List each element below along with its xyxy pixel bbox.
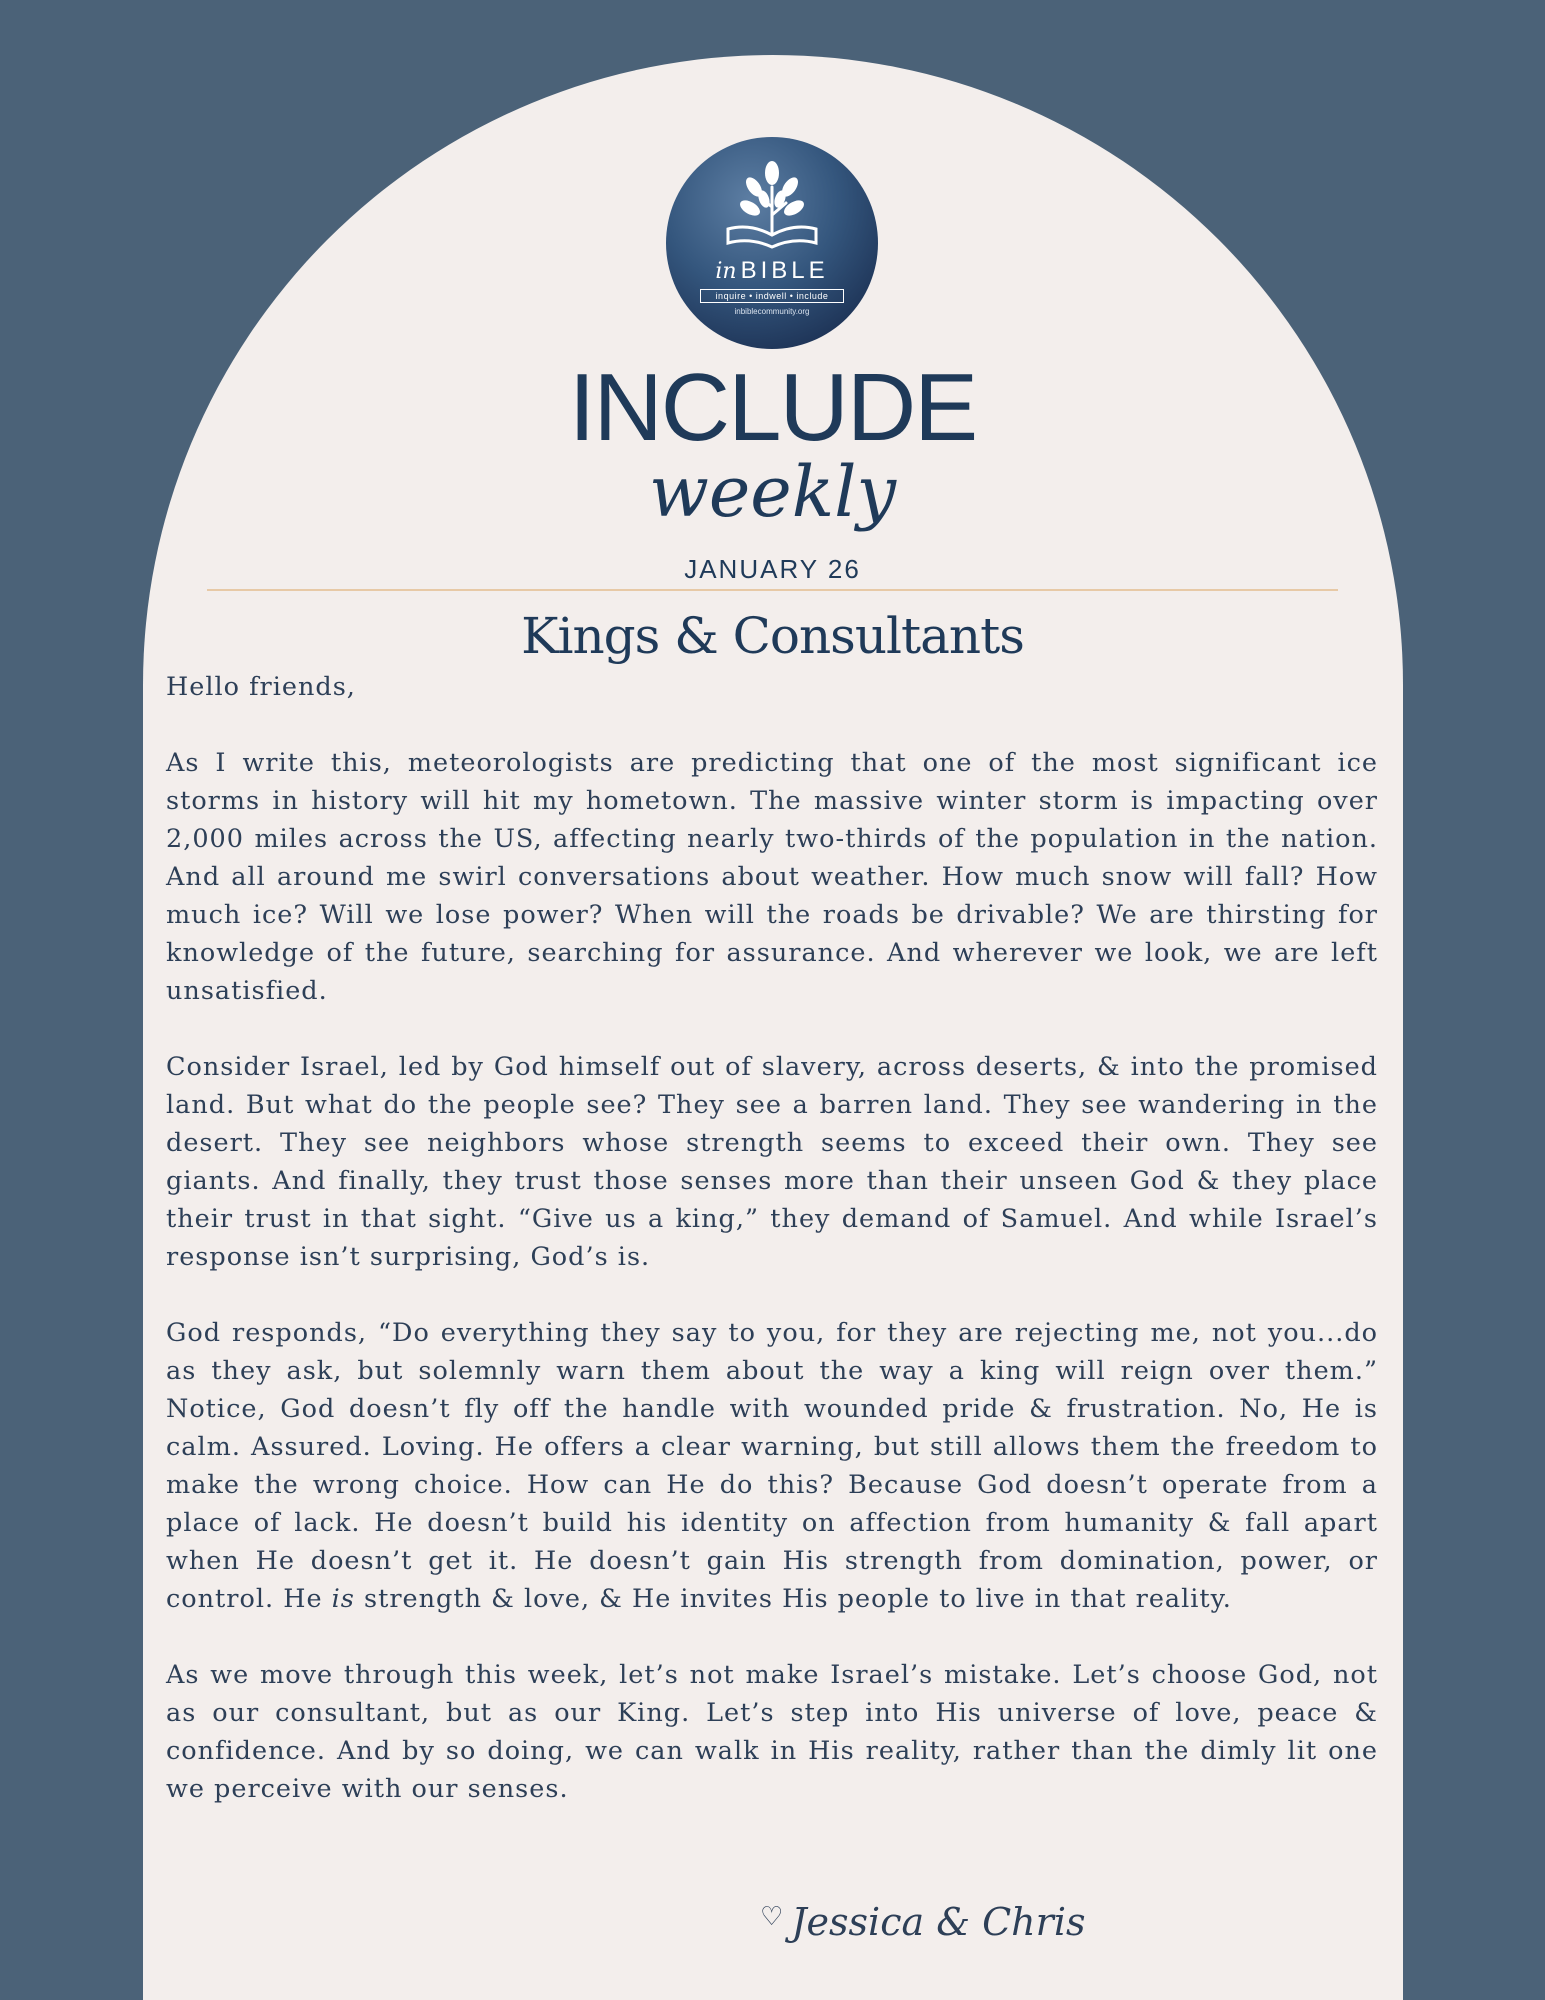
newsletter-subtitle: weekly bbox=[648, 451, 897, 533]
inbible-logo bbox=[666, 137, 878, 349]
tree-book-icon bbox=[666, 137, 878, 349]
logo-tagline: inquire • indwell • include bbox=[700, 289, 844, 303]
signature-text: Jessica & Chris bbox=[791, 1900, 1086, 1944]
logo-wordmark: in BIBLE bbox=[715, 257, 829, 284]
emphasis: is bbox=[331, 1584, 355, 1614]
paragraph-4: As we move through this week, let’s not make Israel’s mistake. Let’s choose God, not as our consultant, but as our King. Let’s step into His universe of love, peace & confidence. And by so doing, we can walk in His reality, rather than the dimly lit one we perceive with our senses. bbox=[166, 1660, 1378, 1804]
heart-outline-icon: ♡ bbox=[760, 1902, 784, 1932]
paragraph-1: As I write this, meteorologists are predicting that one of the most significant ice storms in history will hit my hometown. The massive winter storm is impacting over 2,000 miles across the US, affecting nearly two-thirds of the population in the nation. And all around me swirl conversations about weather. How much snow will fall? How much ice? Will we lose power? When will the roads be drivable? We are thirsting for knowledge of the future, searching for assurance. And wherever we look, we are left unsatisfied. bbox=[166, 748, 1378, 1006]
issue-date: JANUARY 26 bbox=[684, 554, 861, 584]
article-body bbox=[166, 668, 1378, 1846]
divider bbox=[207, 589, 1338, 591]
logo-url: inbiblecommunity.org bbox=[734, 307, 810, 316]
article-title: Kings & Consultants bbox=[521, 607, 1024, 665]
paragraph-3: God responds, “Do everything they say to you, for they are rejecting me, not you...do as they ask, but solemnly warn them about the way a king will reign over them.” Notice, God doesn’t fly off the handle with wounded pride & frustration. No, He is calm. Assured. Loving. He offers a clear warning, but still allows them the freedom to make the wrong choice. How can He do this? Because God doesn’t operate from a place of lack. He doesn’t build his identity on affection from humanity & fall apart when He doesn’t get it. He doesn’t gain His strength from domination, power, or control. He is strength & love, & He invites His people to live in that reality. bbox=[166, 1318, 1378, 1614]
paragraph-2: Consider Israel, led by God himself out of slavery, across deserts, & into the promised land. But what do the people see? They see a barren land. They see wandering in the desert. They see neighbors whose strength seems to exceed their own. They see giants. And finally, they trust those senses more than their unseen God & they place their trust in that sight. “Give us a king,” they demand of Samuel. And while Israel’s response isn’t surprising, God’s is. bbox=[166, 1052, 1378, 1272]
newsletter-title: INCLUDE bbox=[568, 354, 977, 461]
greeting: Hello friends, bbox=[166, 672, 356, 702]
signature bbox=[760, 1900, 1085, 1944]
